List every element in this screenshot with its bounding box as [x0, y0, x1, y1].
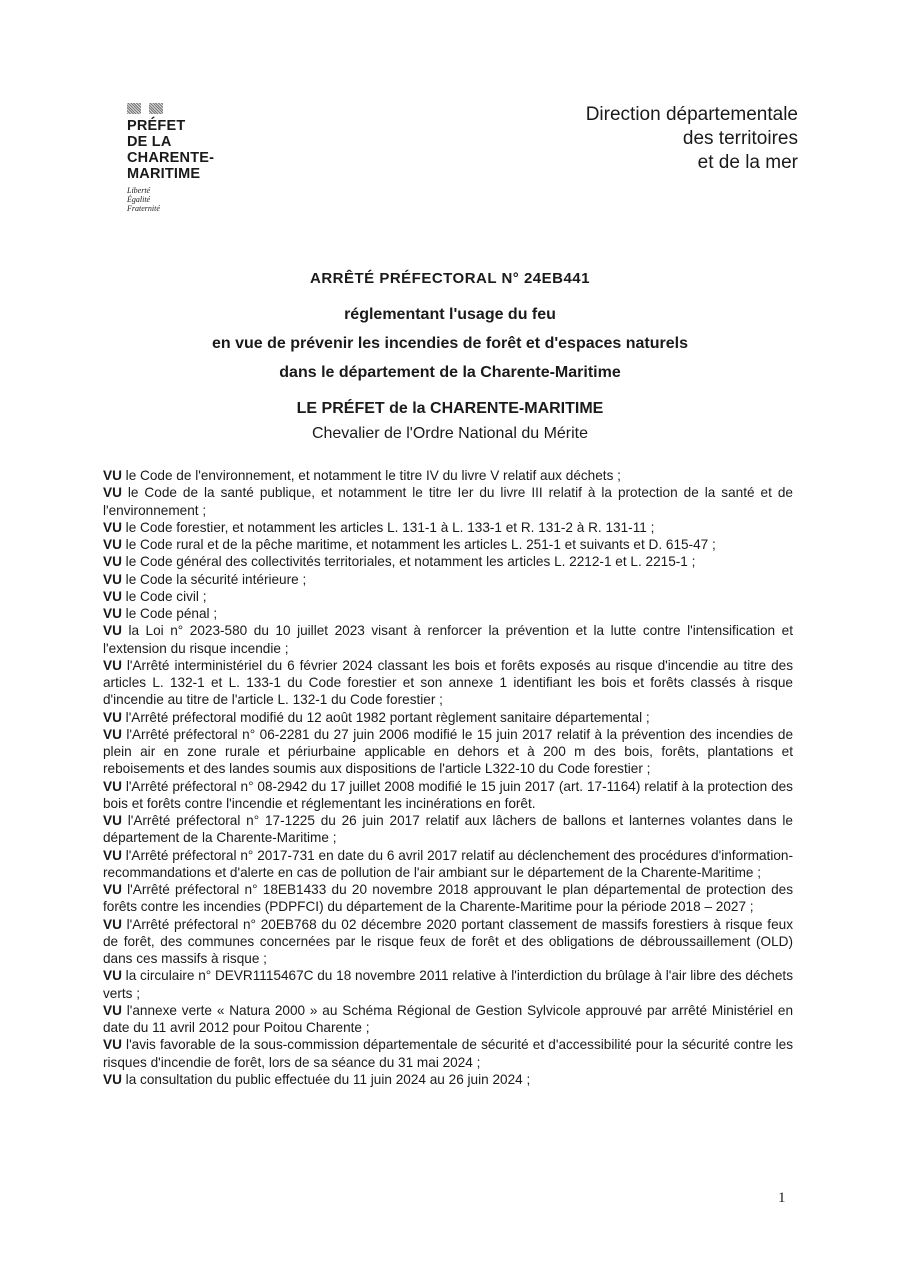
page-number: 1 [778, 1190, 786, 1206]
visa-item [103, 657, 793, 709]
visa-text: le Code forestier, et notamment les articles L. 131-1 à L. 133-1 et R. 131-2 à R. 131-11 ; [125, 519, 655, 535]
service-line: Direction départementale [585, 104, 798, 125]
visa-prefix: VU [103, 709, 122, 725]
visa-prefix: VU [103, 968, 122, 984]
visa-item [103, 1002, 793, 1037]
visa-prefix: VU [103, 606, 122, 621]
visa-text: le Code de l'environnement, et notamment le titre IV du livre V relatif aux déchets ; [125, 468, 621, 483]
motto-line: Liberté [127, 186, 151, 195]
visa-prefix: VU [103, 916, 122, 932]
visa-text: l'Arrêté préfectoral n° 17-1225 du 26 juin 2017 relatif aux lâchers de ballons et lanternes volantes dans le département de la Charente-Maritime ; [103, 813, 793, 846]
visa-prefix: VU [103, 485, 122, 501]
visa-prefix: VU [103, 588, 122, 604]
visa-text: l'Arrêté préfectoral n° 06-2281 du 27 juin 2006 modifié le 15 juin 2017 relatif à la prévention des incendies de plein air en zone rurale et périurbaine applicable en dehors et à 200 m des bois, forêts, plantations et reboisements et des landes soumis aux dispositions de l'article L322-10 du Code forestier ; [103, 726, 794, 777]
decree-subtitle [0, 300, 900, 387]
prefecture-logo [127, 103, 214, 213]
visa-text: le Code pénal ; [125, 606, 218, 621]
visa-text: le Code de la santé publique, et notamment le titre Ier du livre III relatif à la protection de la santé et de l'environnement ; [103, 485, 793, 518]
visa-text: l'Arrêté préfectoral n° 20EB768 du 02 décembre 2020 portant classement de massifs forestiers à risque feux de forêt, des communes concernées par le risque feux de forêt et des obligations de débroussaillement (OLD) dans ces massifs à risque ; [103, 916, 793, 966]
visa-item [103, 709, 793, 726]
visa-prefix: VU [103, 882, 122, 897]
marianne-flag-icon [127, 103, 214, 114]
visa-item [103, 778, 793, 813]
motto-line: Égalité [127, 195, 151, 204]
subtitle-line: en vue de prévenir les incendies de forêt et d'espaces naturels [212, 335, 688, 352]
visa-item [103, 847, 793, 882]
visa-prefix: VU [103, 1071, 122, 1087]
visa-item [103, 726, 793, 778]
visa-text: la Loi n° 2023-580 du 10 juillet 2023 visant à renforcer la prévention et la lutte contre l'intensification et l'extension du risque incendie ; [103, 623, 793, 656]
visa-prefix: VU [103, 519, 122, 535]
logo-line: DE LA [127, 134, 172, 150]
visa-prefix: VU [103, 468, 122, 483]
visa-item [103, 553, 793, 570]
visa-prefix: VU [103, 847, 122, 863]
visa-item [103, 605, 793, 622]
visa-prefix: VU [103, 657, 122, 673]
logo-line: MARITIME [127, 166, 201, 182]
visa-prefix: VU [103, 813, 122, 828]
logo-line: PRÉFET [127, 118, 186, 134]
motto-line: Fraternité [127, 204, 160, 213]
republic-motto [127, 186, 214, 213]
visa-text: le Code général des collectivités territoriales, et notamment les articles L. 2212-1 et L. 2215-1 ; [125, 554, 696, 570]
visa-text: la consultation du public effectuée du 11 juin 2024 au 26 juin 2024 ; [125, 1071, 531, 1087]
logo-line: CHARENTE- [127, 150, 215, 166]
visa-item [103, 536, 793, 553]
authority-title: Chevalier de l'Ordre National du Mérite [311, 425, 589, 442]
subtitle-line: dans le département de la Charente-Maritime [279, 364, 621, 381]
decree-number: ARRÊTÉ PRÉFECTORAL N° 24EB441 [309, 270, 590, 287]
visa-text: l'Arrêté préfectoral n° 08-2942 du 17 juillet 2008 modifié le 15 juin 2017 (art. 17-1164) relatif à la protection des bois et forêts contre l'incendie et réglementant les incinérations en forêt. [103, 778, 793, 811]
service-line: et de la mer [697, 152, 798, 173]
visas-list [103, 467, 793, 1088]
visa-item [103, 467, 793, 484]
visa-item [103, 571, 793, 588]
visa-item [103, 881, 793, 916]
visa-item [103, 812, 793, 847]
service-line: des territoires [682, 128, 798, 149]
visa-item [103, 916, 793, 968]
service-name [586, 103, 798, 175]
visa-prefix: VU [103, 1002, 122, 1018]
subtitle-line: réglementant l'usage du feu [344, 306, 556, 323]
visa-prefix: VU [103, 537, 122, 552]
visa-text: l'Arrêté préfectoral n° 18EB1433 du 20 novembre 2018 approuvant le plan départemental de protection des forêts contre les incendies (PDPFCI) du département de la Charente-Maritime pour la période 2018 – 2027 ; [103, 882, 793, 915]
visa-text: le Code civil ; [125, 588, 207, 604]
visa-text: le Code rural et de la pêche maritime, et notamment les articles L. 251-1 et suivants et D. 615-47 ; [125, 537, 716, 552]
visa-prefix: VU [103, 778, 122, 794]
visa-item [103, 967, 793, 1002]
visa-item [103, 1036, 793, 1071]
visa-item [103, 622, 793, 657]
visa-item [103, 588, 793, 605]
visa-item [103, 519, 793, 536]
authority: LE PRÉFET de la CHARENTE-MARITIME [296, 400, 604, 417]
visa-text: l'Arrêté préfectoral modifié du 12 août 1982 portant règlement sanitaire départemental ; [125, 709, 650, 725]
visa-text: l'avis favorable de la sous-commission départementale de sécurité et d'accessibilité pour la sécurité contre les risques d'incendie de forêt, lors de sa séance du 31 mai 2024 ; [103, 1037, 794, 1070]
visa-text: le Code la sécurité intérieure ; [125, 571, 307, 587]
visa-prefix: VU [103, 571, 122, 587]
visa-item [103, 484, 793, 519]
visa-text: l'annexe verte « Natura 2000 » au Schéma Régional de Gestion Sylvicole approuvé par arrêté Ministériel en date du 11 avril 2012 pour Poitou Charente ; [103, 1002, 793, 1035]
visa-prefix: VU [103, 726, 122, 742]
visa-item [103, 1071, 793, 1088]
visa-text: l'Arrêté préfectoral n° 2017-731 en date du 6 avril 2017 relatif au déclenchement des procédures d'information-recommandations et d'alerte en cas de pollution de l'air ambiant sur le département de la Charente-Maritime ; [103, 847, 793, 880]
visa-prefix: VU [103, 1037, 122, 1053]
prefecture-name [127, 118, 214, 182]
visa-text: l'Arrêté interministériel du 6 février 2024 classant les bois et forêts exposés au risque d'incendie au titre des articles L. 132-1 et L. 133-1 du Code forestier et son annexe 1 identifiant les bois et forêts classés à risque d'incendie au titre de l'article L. 132-1 du Code forestier ; [103, 657, 793, 708]
visa-prefix: VU [103, 554, 122, 570]
visa-text: la circulaire n° DEVR1115467C du 18 novembre 2011 relative à l'interdiction du brûlage à l'air libre des déchets verts ; [103, 968, 793, 1001]
visa-prefix: VU [103, 623, 122, 639]
